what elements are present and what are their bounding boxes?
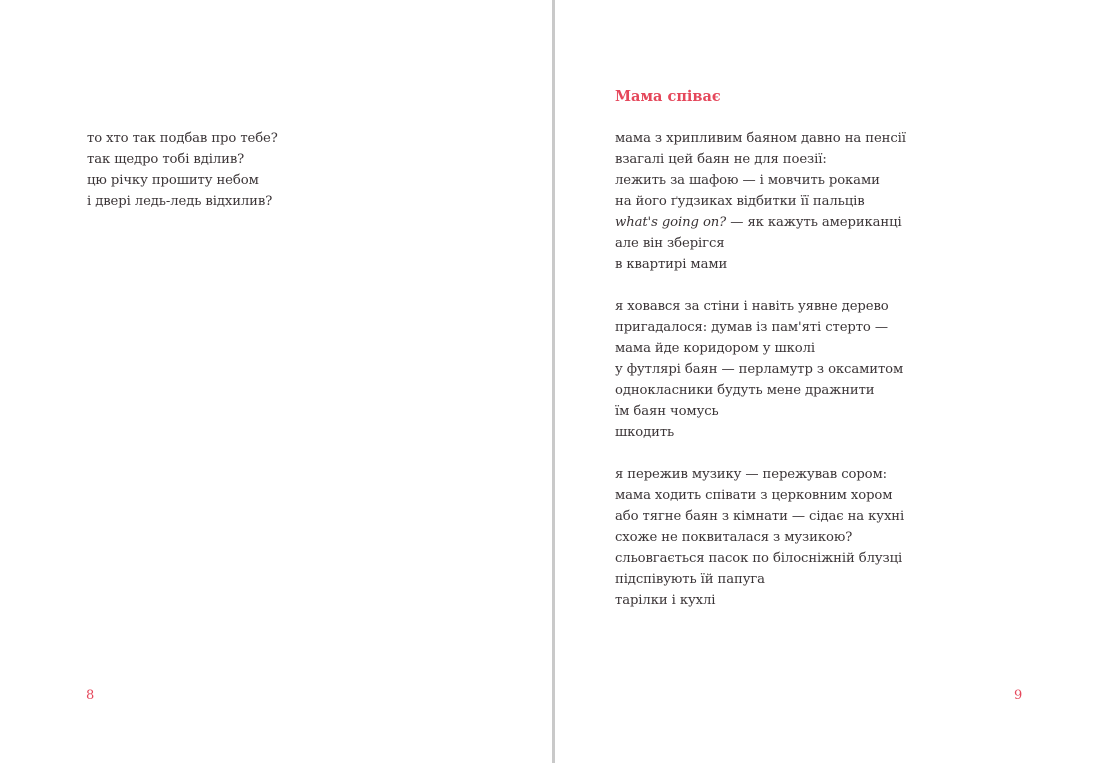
poem-line: взагалі цей баян не для поезії: — [615, 152, 827, 167]
poem-title: Мама співає — [615, 88, 721, 105]
poem-line: я пережив музику — пережував сором: — [615, 467, 888, 482]
line-rest: — як кажуть американці — [726, 215, 902, 230]
stanza-2 — [615, 296, 903, 443]
poem-line: схоже не поквиталася з музикою? — [615, 530, 853, 545]
poem-line: сльовгається пасок по білосніжній блузці — [615, 551, 903, 566]
italic-phrase: what's going on? — [615, 215, 727, 230]
poem-line: і двері ледь-ледь відхилив? — [87, 194, 273, 209]
poem-line: лежить за шафою — і мовчить роками — [615, 173, 880, 188]
poem-line: пригадалося: думав із пам'яті стерто — — [615, 320, 888, 335]
poem-line: мама ходить співати з церковним хором — [615, 488, 893, 503]
stanza-3 — [615, 464, 904, 611]
right-page — [556, 0, 1105, 763]
poem-line: однокласники будуть мене дражнити — [615, 383, 875, 398]
poem-line: їм баян чомусь — [615, 404, 719, 419]
book-gutter-divider — [552, 0, 555, 763]
poem-line: мама з хрипливим баяном давно на пенсії — [615, 131, 906, 146]
poem-line: або тягне баян з кімнати — сідає на кухні — [615, 509, 905, 524]
poem-line: тарілки і кухлі — [615, 593, 716, 608]
left-stanza — [87, 128, 278, 212]
left-page — [0, 0, 552, 763]
stanza-1 — [615, 128, 906, 275]
page-number-left: 8 — [86, 688, 95, 703]
poem-line: в квартирі мами — [615, 257, 728, 272]
poem-line: шкодить — [615, 425, 675, 440]
poem-line-mixed — [615, 212, 906, 233]
poem-line: мама йде коридором у школі — [615, 341, 816, 356]
poem-line: я ховався за стіни і навіть уявне дерево — [615, 299, 889, 314]
poem-line: на його ґудзиках відбитки її пальців — [615, 194, 865, 209]
poem-line: у футлярі баян — перламутр з оксамитом — [615, 362, 904, 377]
page-number-right: 9 — [1014, 688, 1023, 703]
poem-line: цю річку прошиту небом — [87, 173, 259, 188]
poem-line: але він зберігся — [615, 236, 725, 251]
poem-line: так щедро тобі вділив? — [87, 152, 245, 167]
poem-line: підспівують їй папуга — [615, 572, 765, 587]
poem-line: то хто так подбав про тебе? — [87, 131, 278, 146]
